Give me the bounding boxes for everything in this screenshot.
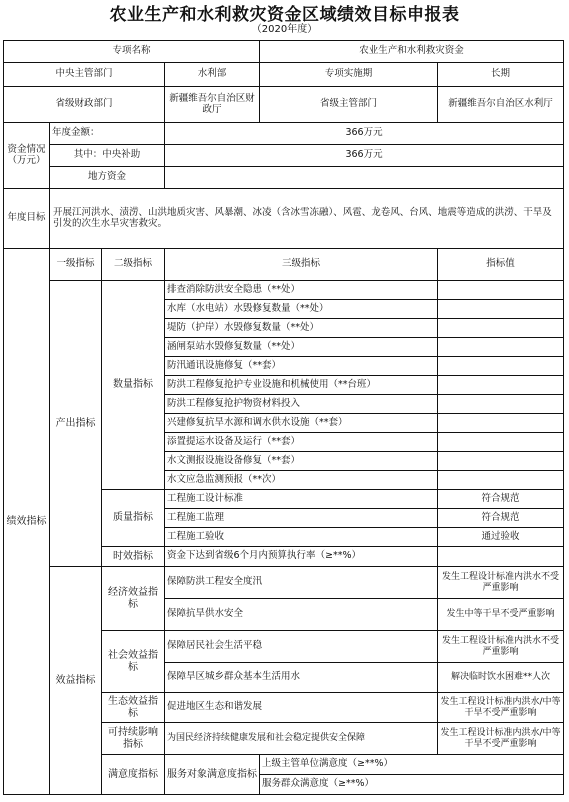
timeliness-value — [438, 547, 564, 567]
social-value: 发生工程设计标准内洪水不受严重影响 — [438, 631, 564, 663]
quantity-value — [438, 338, 564, 357]
prov-dept-label: 省级主管部门 — [260, 87, 438, 123]
quantity-value — [438, 452, 564, 471]
sustain-value: 发生工程设计标准内洪水/中等干旱不受严重影响 — [438, 723, 564, 755]
quantity-value — [438, 357, 564, 376]
quantity-value — [438, 414, 564, 433]
col-value-header: 指标值 — [438, 249, 564, 281]
annual-amount-value: 366万元 — [165, 123, 564, 145]
central-subsidy-label: 其中：中央补助 — [50, 145, 165, 167]
quantity-value — [438, 281, 564, 300]
ecological-item: 促进地区生态和谐发展 — [165, 693, 438, 723]
prov-finance-label: 省级财政部门 — [4, 87, 165, 123]
funds-row-central — [4, 145, 564, 167]
timeliness-item: 资金下达到省级6个月内预算执行率（≥**%） — [165, 547, 438, 567]
social-item: 保障居民社会生活平稳 — [165, 631, 438, 663]
quantity-item: 水库（水电站）水毁修复数量（**处） — [165, 300, 438, 319]
quantity-value — [438, 300, 564, 319]
ecological-indicator-label: 生态效益指标 — [102, 693, 165, 723]
quantity-item: 水文应急监测预报（**次） — [165, 471, 438, 490]
prov-dept: 新疆维吾尔自治区水利厅 — [438, 87, 564, 123]
quality-value: 符合规范 — [438, 490, 564, 509]
quantity-item: 涵闸泵站水毁修复数量（**处） — [165, 338, 438, 357]
service-satisfaction-label: 服务对象满意度指标 — [165, 755, 260, 795]
prov-finance: 新疆维吾尔自治区财政厅 — [165, 87, 260, 123]
central-dept-label: 中央主管部门 — [4, 63, 165, 87]
project-label: 专项名称 — [4, 41, 260, 63]
quality-value: 通过验收 — [438, 528, 564, 547]
satisfaction-item: 上级主管单位满意度（≥**%） — [260, 755, 564, 775]
quantity-indicator-label: 数量指标 — [102, 281, 165, 490]
quality-item: 工程施工验收 — [165, 528, 438, 547]
quantity-item: 水文测报设施设备修复（**套） — [165, 452, 438, 471]
quality-value: 符合规范 — [438, 509, 564, 528]
economic-value: 发生工程设计标准内洪水不受严重影响 — [438, 567, 564, 599]
performance-table — [3, 40, 564, 795]
col-level2-header: 二级指标 — [102, 249, 165, 281]
quantity-value — [438, 376, 564, 395]
indicators-section-label: 绩效指标 — [4, 249, 50, 795]
timeliness-indicator-label: 时效指标 — [102, 547, 165, 567]
period-label: 专项实施期 — [260, 63, 438, 87]
social-indicator-label: 社会效益指标 — [102, 631, 165, 693]
economic-indicator-label: 经济效益指标 — [102, 567, 165, 631]
sustain-indicator-label: 可持续影响指标 — [102, 723, 165, 755]
local-funds-value — [165, 167, 564, 189]
quantity-value — [438, 433, 564, 452]
quantity-item: 防洪工程修复抢护物资材料投入 — [165, 395, 438, 414]
economic-value: 发生中等干旱不受严重影响 — [438, 599, 564, 631]
satisfaction-indicator-label: 满意度指标 — [102, 755, 165, 795]
sustain-item: 为国民经济持续健康发展和社会稳定提供安全保障 — [165, 723, 438, 755]
quality-item: 工程施工设计标准 — [165, 490, 438, 509]
funds-row-annual — [4, 123, 564, 145]
quantity-value — [438, 395, 564, 414]
ecological-value: 发生工程设计标准内洪水/中等干旱不受严重影响 — [438, 693, 564, 723]
quantity-item: 兴建修复抗旱水源和调水供水设施（**套） — [165, 414, 438, 433]
quantity-item: 排查消除防洪安全隐患（**处） — [165, 281, 438, 300]
annual-amount-label: 年度金额： — [50, 123, 165, 145]
quantity-item: 防洪工程修复抢护专业设施和机械使用（**台班） — [165, 376, 438, 395]
table-row — [4, 281, 564, 300]
output-indicator-label: 产出指标 — [50, 281, 102, 567]
economic-item: 保障抗旱供水安全 — [165, 599, 438, 631]
col-level3-header: 三级指标 — [165, 249, 438, 281]
annual-goal-row — [4, 189, 564, 249]
header-row-project — [4, 41, 564, 63]
quantity-value — [438, 319, 564, 338]
satisfaction-item: 服务群众满意度（≥**%） — [260, 775, 564, 795]
page-subtitle: （2020年度） — [251, 24, 318, 35]
annual-goal-label: 年度目标 — [4, 189, 50, 249]
quantity-item: 添置提运水设备及运行（**套） — [165, 433, 438, 452]
quantity-item: 堤防（护岸）水毁修复数量（**处） — [165, 319, 438, 338]
social-item: 保障旱区城乡群众基本生活用水 — [165, 663, 438, 693]
quality-indicator-label: 质量指标 — [102, 490, 165, 547]
header-row-finance — [4, 87, 564, 123]
funds-row-local — [4, 167, 564, 189]
annual-goal-text: 开展江河洪水、渍涝、山洪地质灾害、风暴潮、冰凌（含冰雪冻融）、风雹、龙卷风、台风、地震等造成的洪涝、干旱及引发的次生水旱灾害救灾。 — [50, 189, 564, 249]
local-funds-label: 地方资金 — [50, 167, 165, 189]
project-name: 农业生产和水利救灾资金 — [260, 41, 564, 63]
funds-label: 资金情况（万元） — [4, 123, 50, 189]
social-value: 解决临时饮水困难**人次 — [438, 663, 564, 693]
header-row-dept — [4, 63, 564, 87]
quantity-item: 防汛通讯设施修复（**套） — [165, 357, 438, 376]
economic-item: 保障防洪工程安全度汛 — [165, 567, 438, 599]
benefit-indicator-label: 效益指标 — [50, 567, 102, 795]
central-subsidy-value: 366万元 — [165, 145, 564, 167]
col-level1-header: 一级指标 — [50, 249, 102, 281]
quality-item: 工程施工监理 — [165, 509, 438, 528]
page-title: 农业生产和水利救灾资金区域绩效目标申报表 — [109, 5, 460, 25]
period-value: 长期 — [438, 63, 564, 87]
central-dept: 水利部 — [165, 63, 260, 87]
quantity-value — [438, 471, 564, 490]
table-row — [4, 567, 564, 599]
indicator-header-row — [4, 249, 564, 281]
